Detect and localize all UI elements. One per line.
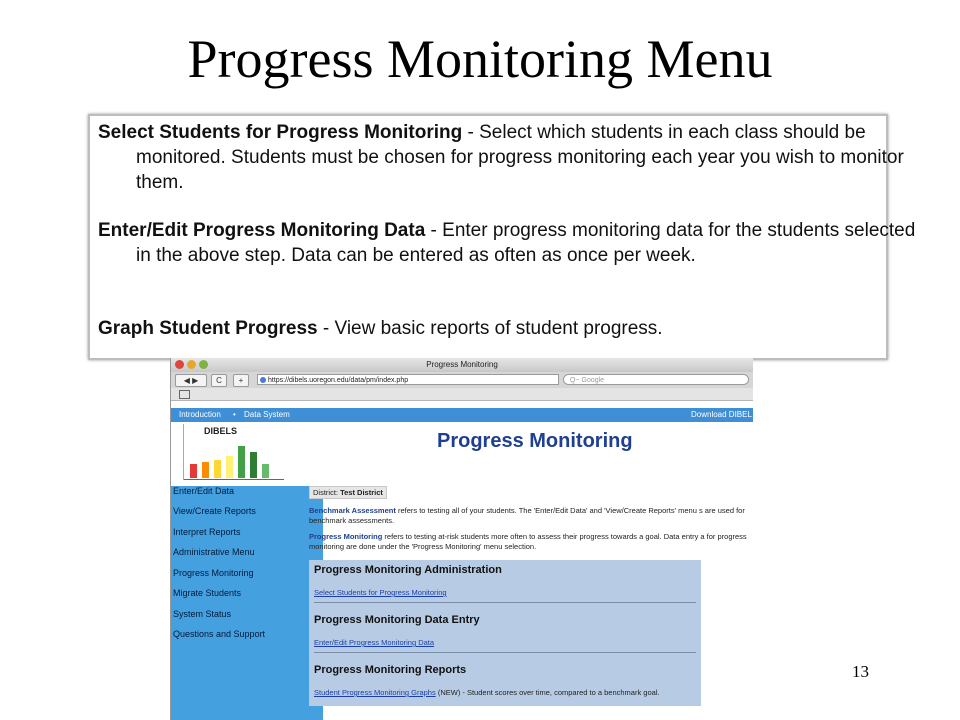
logo-bar [250, 452, 257, 478]
logo-baseline [184, 479, 284, 480]
browser-toolbar [171, 372, 753, 388]
search-field[interactable] [563, 374, 749, 385]
description-text: - Select which students in each class should be monitored. Students must be chosen for progress monitoring each year you wish to monitor them. [136, 122, 904, 193]
section-title-reports: Progress Monitoring Reports [314, 664, 467, 676]
progress-monitoring-panel [309, 560, 701, 706]
sidebar-item-system-status[interactable]: System Status [173, 609, 232, 619]
dibels-logo [183, 424, 284, 480]
site-sidebar [171, 486, 323, 720]
logo-bar [214, 460, 221, 478]
logo-bar [202, 462, 209, 478]
description-heading: Select Students for Progress Monitoring [98, 122, 463, 143]
description-graph-progress [98, 316, 916, 341]
zoom-window-button[interactable] [199, 360, 208, 369]
district-value: Test District [340, 488, 383, 497]
slide-title: Progress Monitoring Menu [187, 29, 773, 89]
description-enter-edit-data [98, 218, 916, 268]
slide-number: 13 [852, 662, 869, 681]
add-bookmark-button[interactable]: + [233, 374, 249, 387]
sidebar-item-interpret-reports[interactable]: Interpret Reports [173, 527, 241, 537]
bookmarks-bar [171, 388, 753, 401]
menu-description-box [88, 114, 916, 360]
section-divider [314, 602, 696, 603]
enter-edit-data-link[interactable]: Enter/Edit Progress Monitoring Data [314, 638, 435, 647]
section-title-data-entry: Progress Monitoring Data Entry [314, 614, 480, 626]
site-navbar [171, 408, 753, 422]
sidebar-item-migrate-students[interactable]: Migrate Students [173, 588, 242, 598]
window-title: Progress Monitoring [426, 360, 498, 369]
progress-paragraph [309, 532, 753, 552]
nav-data-system[interactable]: Data System [244, 410, 290, 419]
description-select-students [98, 120, 916, 195]
address-bar[interactable] [257, 374, 559, 385]
page-heading: Progress Monitoring [437, 430, 633, 452]
description-heading: Graph Student Progress [98, 318, 318, 339]
nav-separator: • [233, 410, 236, 419]
section-title-administration: Progress Monitoring Administration [314, 564, 502, 576]
reports-line [314, 688, 660, 697]
sidebar-item-progress-monitoring[interactable]: Progress Monitoring [173, 568, 254, 578]
description-heading: Enter/Edit Progress Monitoring Data [98, 220, 426, 241]
benchmark-paragraph [309, 506, 753, 526]
logo-bar [238, 446, 245, 478]
search-icon: Q~ [570, 377, 580, 384]
logo-bar [226, 456, 233, 478]
book-icon[interactable] [179, 390, 190, 399]
benchmark-text: refers to testing all of your students. The 'Enter/Edit Data' and 'View/Create Reports' menu s are used for benchmark assessments. [309, 506, 745, 525]
section-divider [314, 652, 696, 653]
progress-text: refers to testing at-risk students more often to assess their progress towards a goal. Data entry a for progress monitoring are done under the 'Progress Monitoring' menu selection. [309, 532, 747, 551]
benchmark-assessment-link[interactable]: Benchmark Assessment [309, 506, 396, 515]
reports-line-text: (NEW) - Student scores over time, compared to a benchmark goal. [435, 688, 660, 697]
browser-titlebar [171, 358, 753, 372]
nav-download[interactable]: Download DIBEL [691, 410, 752, 419]
logo-text: DIBELS [204, 426, 238, 436]
select-students-link[interactable]: Select Students for Progress Monitoring [314, 588, 447, 597]
sidebar-item-questions-support[interactable]: Questions and Support [173, 629, 266, 639]
logo-bar [190, 464, 197, 478]
url-text: https://dibels.uoregon.edu/data/pm/index.php [268, 377, 409, 384]
logo-bar [262, 464, 269, 478]
sidebar-item-administrative-menu[interactable]: Administrative Menu [173, 547, 255, 557]
search-placeholder: Google [581, 377, 605, 384]
close-window-button[interactable] [175, 360, 184, 369]
reload-button[interactable]: C [211, 374, 227, 387]
back-forward-button[interactable]: ◀ ▶ [175, 374, 207, 387]
nav-introduction[interactable]: Introduction [179, 410, 221, 419]
district-indicator [309, 486, 387, 499]
browser-window [170, 358, 753, 720]
student-progress-graphs-link[interactable]: Student Progress Monitoring Graphs [314, 688, 436, 697]
sidebar-item-enter-edit-data[interactable]: Enter/Edit Data [173, 486, 235, 496]
description-text: - View basic reports of student progress. [317, 318, 663, 339]
progress-monitoring-link[interactable]: Progress Monitoring [309, 532, 383, 541]
district-label: District: [313, 488, 338, 497]
minimize-window-button[interactable] [187, 360, 196, 369]
description-text: - Enter progress monitoring data for the students selected in the above step. Data can be entered as often as once per week. [136, 220, 916, 266]
globe-icon [260, 377, 266, 383]
sidebar-item-view-create-reports[interactable]: View/Create Reports [173, 506, 256, 516]
